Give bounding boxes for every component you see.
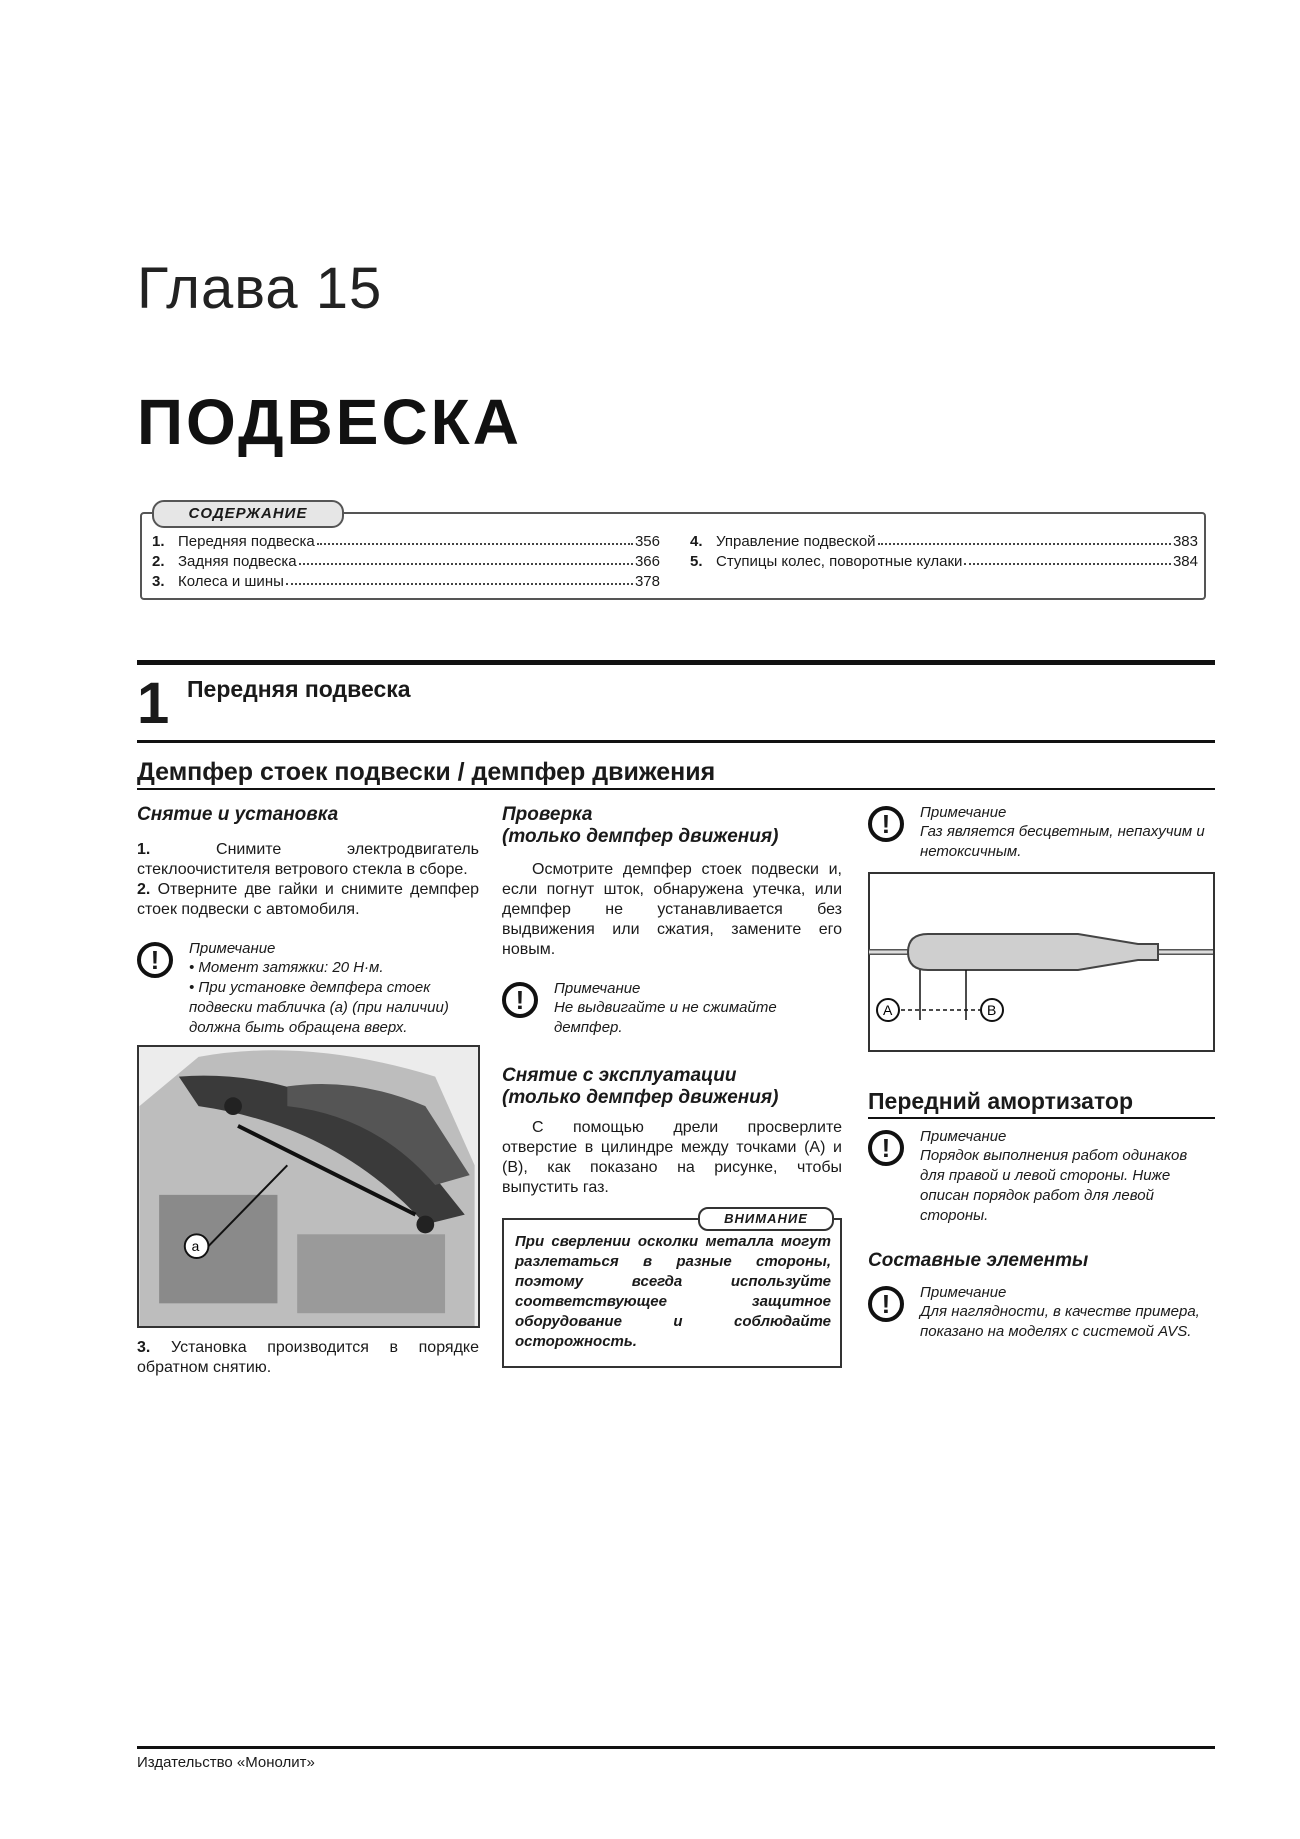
note-text: Порядок выполнения работ одинаков для правой и левой стороны. Ниже описан порядок работ для левой стороны. [920, 1147, 1188, 1224]
exclamation-icon: ! [502, 982, 538, 1018]
fig-nut-top [224, 1097, 242, 1115]
subsection-title: Демпфер стоек подвески / демпфер движения [137, 758, 716, 786]
section-rule [137, 660, 1215, 665]
toc-heading: СОДЕРЖАНИЕ [152, 500, 344, 528]
fig-callout-b: B [987, 1002, 997, 1018]
section-title: Передняя подвеска [187, 676, 411, 702]
toc-label: Задняя подвеска [178, 553, 297, 570]
step-text: Снимите электродвигатель стеклоочистителя ветрового стекла в сборе. [137, 841, 479, 878]
subsection-rule-top [137, 740, 1215, 743]
col3-note-order [868, 1128, 1215, 1224]
toc-label: Передняя подвеска [178, 533, 315, 550]
footer-publisher: Издательство «Монолит» [137, 1754, 315, 1771]
step-num: 2. [137, 881, 151, 898]
col2-note [502, 980, 842, 1040]
warning-label: ВНИМАНИЕ [698, 1207, 834, 1231]
col3-note-gas [868, 804, 1215, 864]
step-text: Установка производится в порядке обратном снятию. [137, 1339, 479, 1376]
toc-label: Управление подвеской [716, 533, 876, 550]
col3-heading-shock: Передний амортизатор [868, 1088, 1134, 1114]
toc-page: 366 [634, 553, 660, 570]
toc-item[interactable] [152, 533, 660, 550]
step-num: 3. [137, 1339, 151, 1356]
toc-page: 384 [1172, 553, 1198, 570]
chapter-number: Глава 15 [137, 256, 383, 321]
exclamation-icon: ! [868, 1130, 904, 1166]
toc-label: Колеса и шины [178, 573, 284, 590]
col1-step1 [137, 840, 479, 880]
toc-page: 383 [1172, 533, 1198, 550]
toc-label: Ступицы колес, поворотные кулаки [716, 553, 963, 570]
col1-heading: Снятие и установка [137, 804, 339, 825]
fig-nut-bottom [416, 1216, 434, 1234]
fig-callout-a: a [191, 1239, 200, 1255]
col1-note [137, 940, 479, 1036]
page-title: ПОДВЕСКА [137, 386, 522, 458]
note-text: Для наглядности, в качестве примера, показано на моделях с системой AVS. [920, 1303, 1200, 1340]
toc-num: 3. [152, 573, 165, 590]
step-text: Отверните две гайки и снимите демпфер стоек подвески с автомобиля. [137, 881, 479, 918]
exclamation-icon: ! [868, 1286, 904, 1322]
col3-heading-rule [868, 1117, 1215, 1119]
col2-paragraph-decommission: С помощью дрели просверлите отверстие в цилиндре между точками (A) и (B), как показано на рисунке, чтобы выпустить газ. [502, 1119, 842, 1196]
toc-page: 356 [634, 533, 660, 550]
toc-num: 1. [152, 533, 165, 550]
col2-paragraph-check: Осмотрите демпфер стоек подвески и, если погнут шток, обнаружена утечка, или демпфер не устанавливается без выдвижения или сжатия, замените его новым. [502, 861, 842, 958]
note-label: Примечание [920, 804, 1007, 821]
note-label: Примечание [920, 1284, 1007, 1301]
col2-heading-check: Проверка (только демпфер движения) [502, 804, 779, 847]
toc-item[interactable] [152, 573, 660, 590]
col3-figure-damper [868, 872, 1215, 1052]
subsection-rule-bottom [137, 788, 1215, 790]
note-label: Примечание [189, 940, 276, 957]
note-text: Газ является бесцветным, непахучим и нетоксичным. [920, 823, 1205, 860]
col3-subheading-components: Составные элементы [868, 1250, 1089, 1271]
note-label: Примечание [920, 1128, 1007, 1145]
note-text: Не выдвигайте и не сжимайте демпфер. [554, 999, 777, 1036]
col1-step2 [137, 880, 479, 920]
exclamation-icon: ! [868, 806, 904, 842]
section-number: 1 [137, 671, 170, 736]
toc-num: 4. [690, 533, 703, 550]
warning-text: При сверлении осколки металла могут разлетаться в разные стороны, поэтому всегда используйте соответствующее защитное оборудование и соблюдайте осторожность. [515, 1233, 831, 1350]
fig-engine-parts [297, 1234, 445, 1313]
toc-item[interactable] [152, 553, 660, 570]
fig-callout-a: A [883, 1002, 893, 1018]
toc-item[interactable] [690, 553, 1198, 570]
note-label: Примечание [554, 980, 641, 997]
footer-rule [137, 1746, 1215, 1749]
col3-note-avs [868, 1284, 1215, 1364]
col1-step3 [137, 1338, 479, 1378]
toc-num: 5. [690, 553, 703, 570]
note-text: • Момент затяжки: 20 Н·м. • При установке демпфера стоек подвески табличка (a) (при наличии) должна быть обращена вверх. [189, 959, 449, 1036]
fig-engine-block [159, 1195, 277, 1303]
toc-item[interactable] [690, 533, 1198, 550]
exclamation-icon: ! [137, 942, 173, 978]
toc-num: 2. [152, 553, 165, 570]
toc-page: 378 [634, 573, 660, 590]
step-num: 1. [137, 841, 151, 858]
col2-heading-decommission: Снятие с эксплуатации (только демпфер движения) [502, 1065, 779, 1108]
col1-figure-engine-bay [137, 1045, 480, 1328]
